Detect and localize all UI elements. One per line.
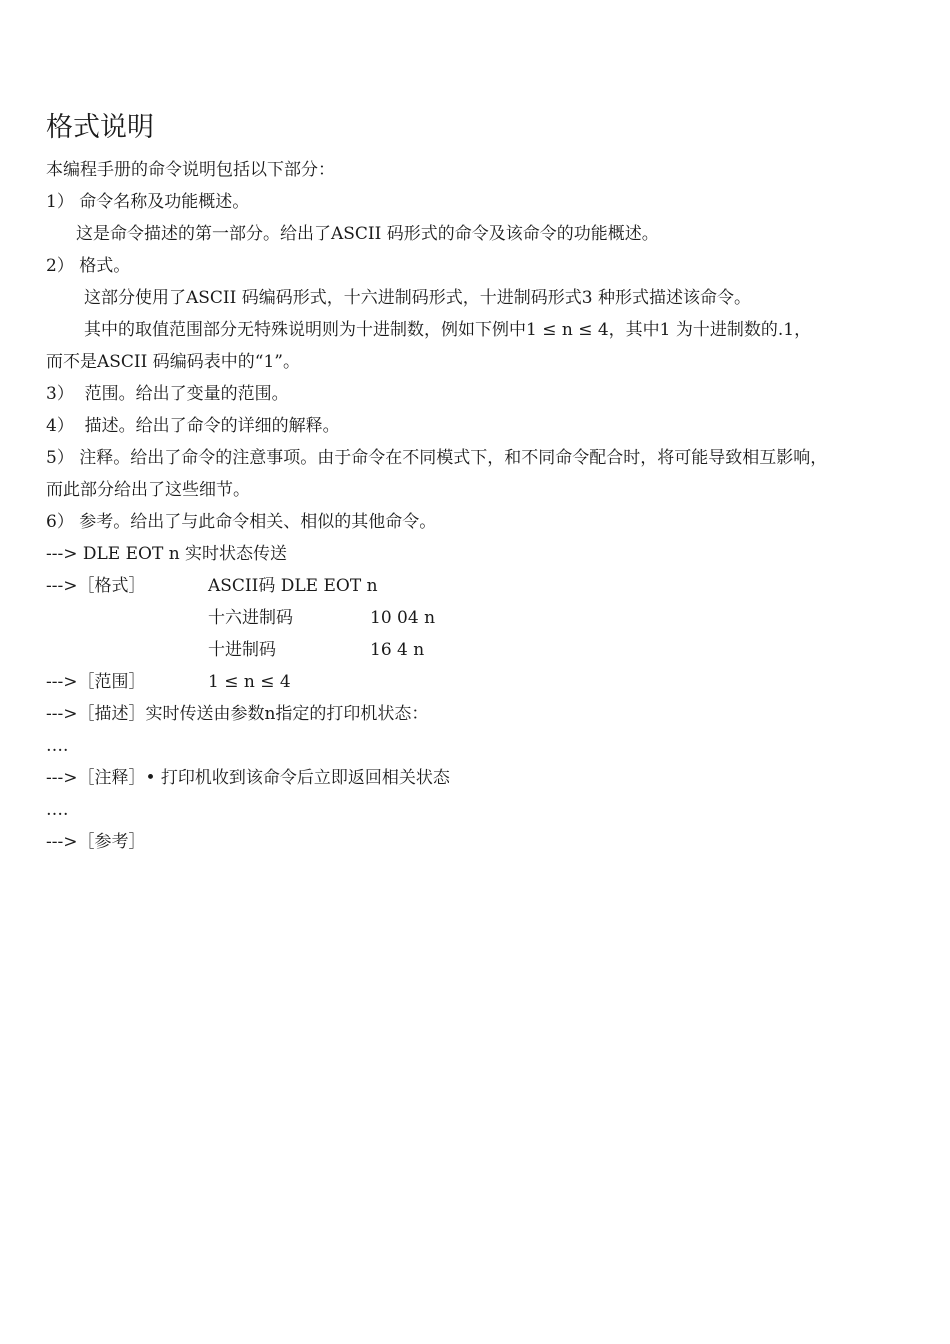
item-4-heading: 4） 描述。给出了命令的详细的解释。 — [46, 416, 340, 436]
item-1-heading: 1） 命令名称及功能概述。 — [46, 192, 250, 212]
example-description: --->［描述］实时传送由参数n指定的打印机状态： — [46, 704, 429, 724]
dec-label: 十进制码 — [208, 640, 276, 660]
example-format-row — [46, 570, 916, 602]
item-6-heading: 6） 参考。给出了与此命令相关、相似的其他命令。 — [46, 512, 437, 532]
ellipsis-1: …. — [46, 736, 69, 756]
item-3-heading: 3） 范围。给出了变量的范围。 — [46, 384, 289, 404]
range-value: 1 ≤ n ≤ 4 — [208, 672, 291, 692]
ellipsis-2: …. — [46, 800, 69, 820]
item-2-description: 这部分使用了ASCII 码编码形式，十六进制码形式，十进制码形式3 种形式描述该命令。 — [84, 288, 751, 308]
range-label: --->［范围］ — [46, 672, 146, 692]
example-reference: --->［参考］ — [46, 832, 146, 852]
item-2-range-note-cont: 而不是ASCII 码编码表中的“1”。 — [46, 352, 300, 372]
intro-text: 本编程手册的命令说明包括以下部分： — [46, 160, 335, 180]
page-title: 格式说明 — [46, 112, 154, 143]
format-label: --->［格式］ — [46, 576, 146, 596]
item-2-heading: 2） 格式。 — [46, 256, 131, 276]
item-5-heading: 5） 注释。给出了命令的注意事项。由于命令在不同模式下，和不同命令配合时，将可能导致相互影响， — [46, 448, 828, 468]
item-2-range-note: 其中的取值范围部分无特殊说明则为十进制数，例如下例中1 ≤ n ≤ 4，其中1 为十进制数的.1， — [84, 320, 812, 340]
hex-value: 10 04 n — [370, 608, 436, 628]
hex-label: 十六进制码 — [208, 608, 293, 628]
example-command-name: ---> DLE EOT n 实时状态传送 — [46, 544, 288, 564]
item-5-heading-cont: 而此部分给出了这些细节。 — [46, 480, 250, 500]
example-note: --->［注释］• 打印机收到该命令后立即返回相关状态 — [46, 768, 450, 788]
dec-value: 16 4 n — [370, 640, 425, 660]
example-dec-row — [46, 634, 916, 666]
document-page — [46, 108, 916, 858]
item-1-description: 这是命令描述的第一部分。给出了ASCII 码形式的命令及该命令的功能概述。 — [76, 224, 659, 244]
example-hex-row — [46, 602, 916, 634]
example-range-row — [46, 666, 916, 698]
ascii-code: ASCII码 DLE EOT n — [208, 576, 378, 596]
